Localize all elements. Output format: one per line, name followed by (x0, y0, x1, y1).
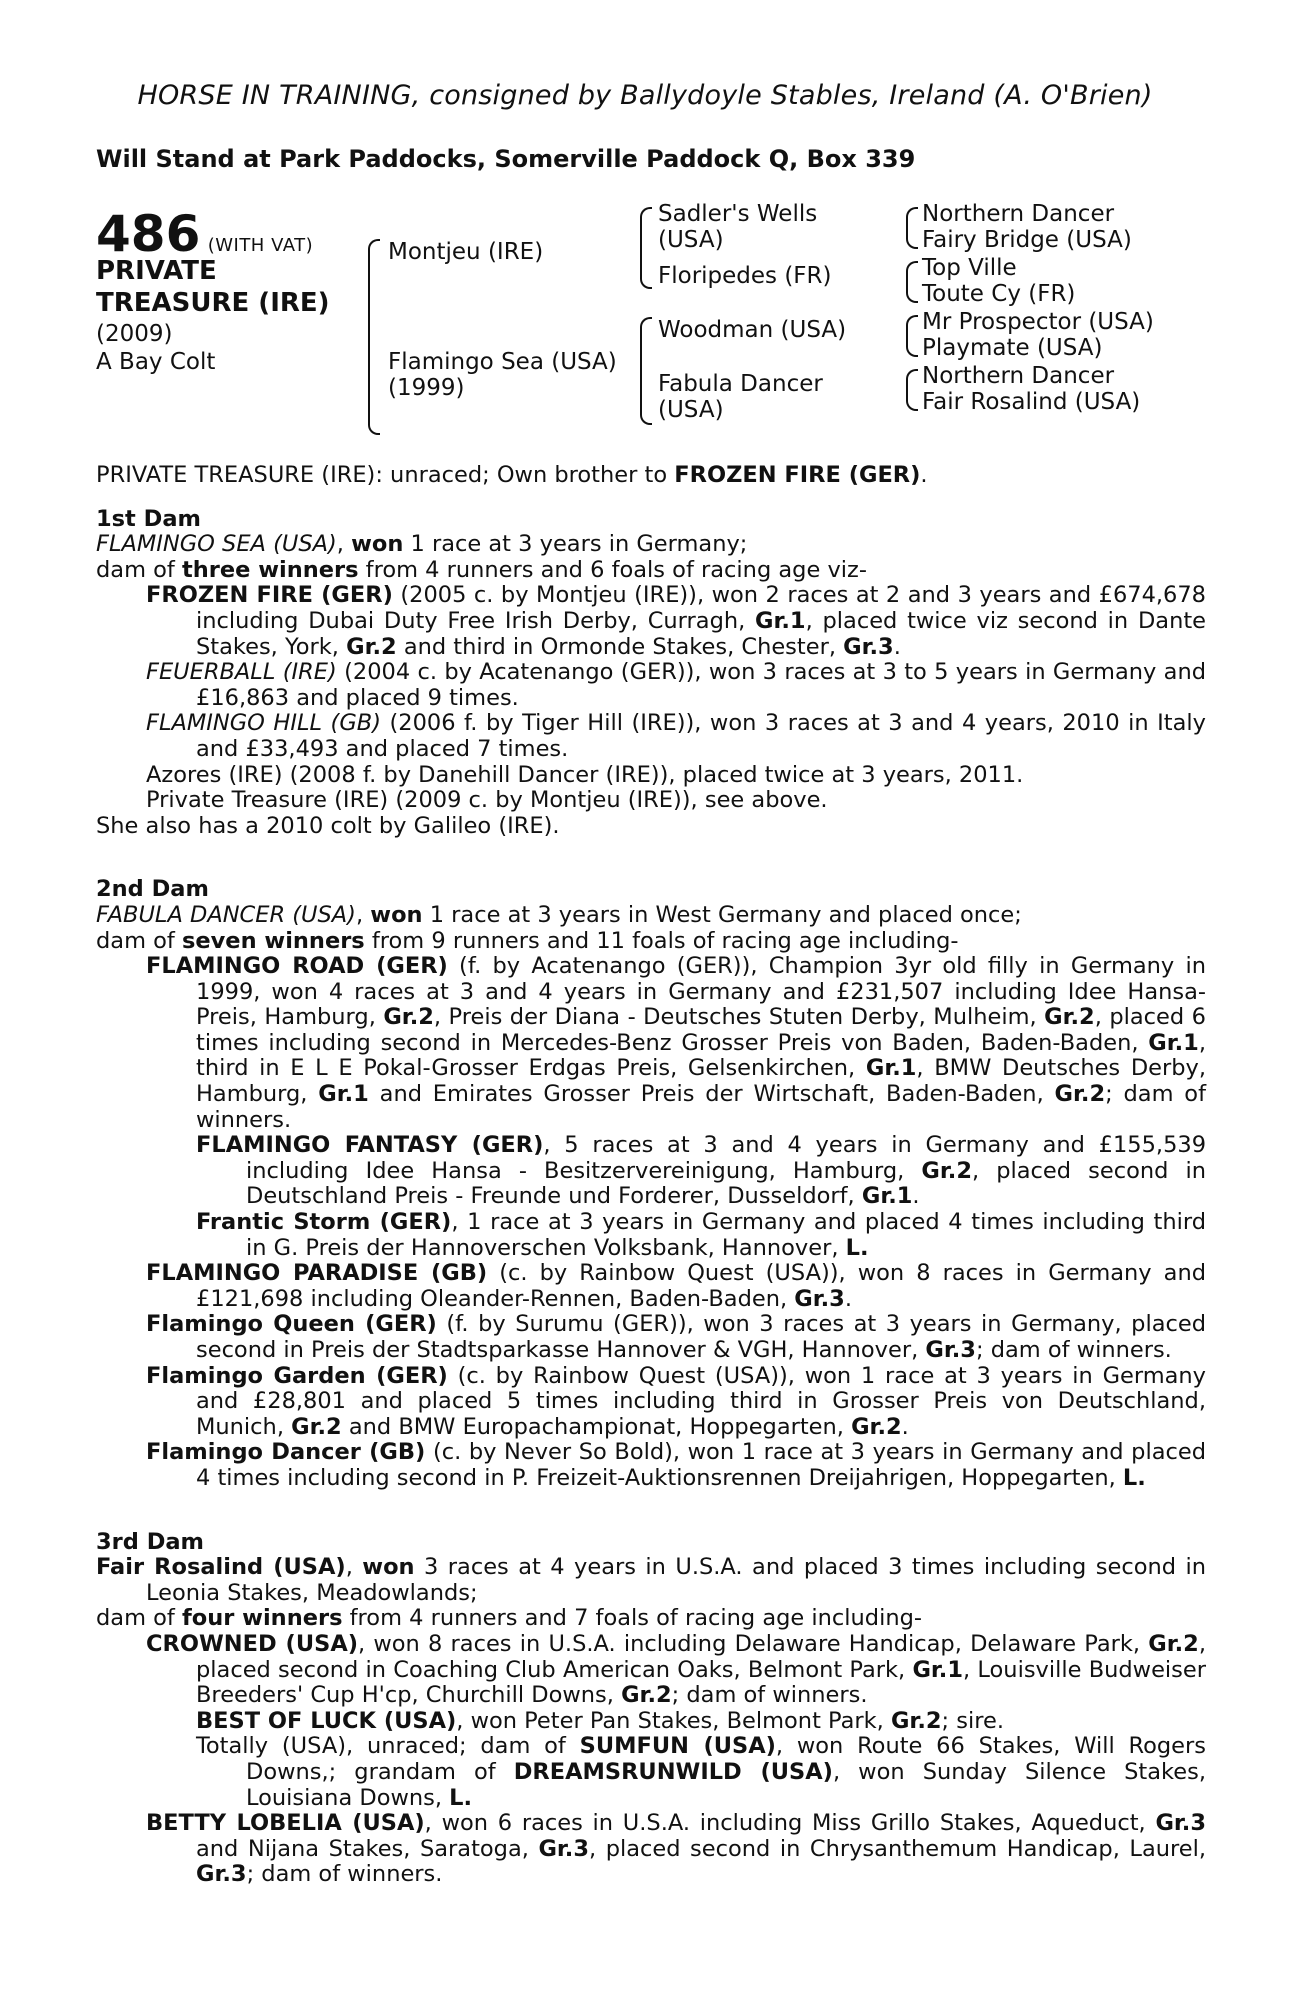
entry-text: . (844, 1285, 852, 1312)
sire-dam-sire: Top Ville (922, 255, 1017, 281)
sire-dam-dam: Toute Cy (FR) (922, 281, 1076, 307)
entry-text: from 4 runners and 6 foals of racing age viz- (358, 556, 867, 583)
entry-text: FLAMINGO SEA (USA) (96, 531, 337, 558)
entry-text: FEUERBALL (IRE) (146, 659, 337, 686)
entry-text: ; dam of winners. (196, 1081, 1206, 1133)
entry-text: won (370, 901, 423, 928)
entry-text: , (345, 1554, 363, 1581)
entry-text: Frantic Storm (GER) (196, 1209, 452, 1236)
bracket-g3-1 (906, 207, 918, 249)
entry-text: Flamingo Queen (GER) (146, 1311, 437, 1338)
sire-sire-dam: Fairy Bridge (USA) (922, 227, 1132, 253)
bracket-g3-4 (906, 369, 918, 411)
entry-text: (c. by Rainbow Quest (USA)), won 8 races in Germany and £121,698 including Oleander-Rennen, Baden-Baden, (196, 1260, 1207, 1312)
summary-end: . (920, 462, 928, 488)
entry-text: Gr.3 (196, 1861, 247, 1888)
progeny-entry (96, 1555, 1206, 1606)
pedigree-block (96, 201, 1206, 441)
entry-text: Gr.3 (843, 633, 894, 660)
progeny-entry (96, 660, 1206, 711)
entry-text: (2004 c. by Acatenango (GER)), won 3 races at 3 to 5 years in Germany and £16,863 and placed 9 times. (196, 659, 1206, 711)
dam-section (96, 877, 1206, 1491)
progeny-entry (96, 532, 1206, 558)
entry-text: Flamingo Dancer (GB) (146, 1439, 426, 1466)
progeny-entry (96, 1261, 1206, 1312)
dam-section (96, 1530, 1206, 1888)
sire-line-bracket (640, 207, 652, 289)
entry-text: FLAMINGO FANTASY (GER) (196, 1132, 544, 1159)
entry-text: (f. by Surumu (GER)), won 3 races at 3 years in Germany, placed second in Preis der Stadtsparkasse Hannover & VGH, Hannover, (196, 1311, 1206, 1363)
progeny-entry (96, 1734, 1206, 1811)
lot-number: 486 (96, 205, 201, 263)
dam-year: (1999) (388, 375, 465, 401)
sire-sire-sire: Northern Dancer (922, 201, 1115, 227)
entry-text: L. (449, 1784, 473, 1811)
entry-text: . (912, 1183, 920, 1210)
entry-text: ; dam of winners. (975, 1337, 1172, 1363)
entry-text: 1 race at 3 years in Germany; (403, 531, 748, 558)
consignor-header: HORSE IN TRAINING, consigned by Ballydoyle Stables, Ireland (A. O'Brien) (137, 80, 1153, 111)
entry-text: from 4 runners and 7 foals of racing age including- (342, 1605, 922, 1632)
entry-text: , won 8 races in U.S.A. including Delaware Handicap, Delaware Park, (358, 1630, 1149, 1657)
entry-text: , (355, 901, 371, 928)
sire-dam: Floripedes (FR) (658, 263, 832, 289)
entry-text: (2005 c. by Montjeu (IRE)), won 2 races at 2 and 3 years and £674,678 including Dubai Duty Free Irish Derby, Curragh, (196, 582, 1206, 634)
entry-text: Flamingo Garden (GER) (146, 1362, 448, 1389)
entry-text: and Nijana Stakes, Saratoga, (196, 1835, 539, 1862)
entry-text: Fair Rosalind (USA) (96, 1554, 346, 1581)
entry-text: Gr.3 (1155, 1810, 1206, 1837)
entry-text: , placed twice viz second in Dante Stakes, York, (196, 607, 1206, 660)
entry-text: dam of (96, 927, 182, 954)
progeny-entry (96, 1440, 1206, 1491)
dam-dam: Fabula Dancer (658, 371, 823, 397)
entry-text: FLAMINGO PARADISE (GB) (146, 1260, 488, 1287)
entry-text: SUMFUN (USA) (579, 1733, 776, 1760)
entry-text: Gr.2 (1148, 1630, 1199, 1657)
entry-text: She also has a 2010 colt by Galileo (IRE). (96, 812, 560, 839)
race-summary (96, 463, 1206, 489)
dam-sire: Woodman (USA) (658, 317, 847, 343)
entry-text: Gr.3 (538, 1835, 589, 1862)
bracket-g3-3 (906, 315, 918, 357)
entry-text: (c. by Never So Bold), won 1 race at 3 years in Germany and placed 4 times including second in P. Freizeit-Auktionsrennen Dreijahrigen, Hoppegarten, (196, 1439, 1207, 1491)
horse-description: A Bay Colt (96, 349, 216, 375)
sire-sire-country: (USA) (658, 227, 724, 253)
entry-text: FROZEN FIRE (GER) (146, 582, 393, 609)
catalogue-page (96, 80, 1206, 1888)
lot-number-line (96, 205, 314, 263)
entry-text: BEST OF LUCK (USA) (196, 1707, 457, 1734)
bracket-g3-2 (906, 261, 918, 303)
entry-text: seven winners (181, 927, 365, 954)
vat-label: (WITH VAT) (207, 235, 314, 256)
entry-text: FABULA DANCER (USA) (96, 901, 356, 928)
dam: Flamingo Sea (USA) (388, 349, 617, 375)
progeny-entry (96, 814, 1206, 840)
entry-text: , placed second in Chrysanthemum Handicap, Laurel, (589, 1835, 1206, 1862)
entry-text: won (362, 1554, 415, 1581)
progeny-entry (96, 711, 1206, 762)
entry-text: Gr.1 (1148, 1029, 1199, 1056)
entry-text: (2006 f. by Tiger Hill (IRE)), won 3 races at 3 and 4 years, 2010 in Italy and £33,493 and placed 7 times. (196, 710, 1206, 762)
entry-text: CROWNED (USA) (146, 1630, 359, 1657)
entry-text: dam of (96, 556, 182, 583)
entry-text: three winners (181, 556, 359, 583)
entry-text: DREAMSRUNWILD (USA) (513, 1758, 833, 1785)
entry-text: Gr.1 (755, 607, 806, 634)
dam-sections (96, 507, 1206, 1888)
dam-dam-country: (USA) (658, 397, 724, 423)
progeny-entry (96, 954, 1206, 1133)
entry-text: FLAMINGO ROAD (GER) (146, 953, 448, 980)
entry-text: , (336, 531, 352, 558)
dam-section (96, 507, 1206, 840)
entry-text: Gr.1 (912, 1656, 964, 1683)
entry-text: . (901, 1413, 909, 1440)
entry-text: , third in E L E Pokal-Grosser Erdgas Preis, Gelsenkirchen, (196, 1029, 1206, 1082)
entry-text: BETTY LOBELIA (USA) (146, 1810, 425, 1837)
dam-heading: 3rd Dam (96, 1528, 204, 1555)
entry-text: Gr.3 (925, 1337, 976, 1363)
entry-text: won (351, 531, 404, 558)
entry-text: , 1 race at 3 years in Germany and placed 4 times including third in G. Preis der Hannoverschen Volksbank, Hannover, (246, 1209, 1206, 1261)
entry-text: Gr.2 (291, 1413, 342, 1440)
entry-text: (f. by Acatenango (GER)), Champion 3yr old filly in Germany in 1999, won 4 races at 3 and 4 years in Germany and £231,507 including Idee Hansa-Preis, Hamburg, (196, 953, 1206, 1031)
progeny-entry (96, 558, 1206, 584)
progeny-entry (96, 1364, 1206, 1441)
entry-text: , Preis der Diana - Deutsches Stuten Derby, Mulheim, (433, 1004, 1045, 1031)
dam-sire-sire: Mr Prospector (USA) (922, 309, 1154, 335)
progeny-entry (96, 903, 1206, 929)
entry-text: , won Sunday Silence Stakes, Louisiana Downs, (246, 1758, 1206, 1811)
summary-brother: FROZEN FIRE (GER) (674, 462, 921, 488)
entry-text: Gr.2 (383, 1004, 434, 1031)
sire: Montjeu (IRE) (388, 239, 544, 265)
progeny-entry (96, 1709, 1206, 1735)
progeny-entry (96, 1133, 1206, 1210)
progeny-entry (96, 763, 1206, 789)
progeny-entry (96, 1606, 1206, 1632)
entry-text: , placed second in Coaching Club American Oaks, Belmont Park, (196, 1630, 1206, 1683)
entry-text: , 5 races at 3 and 4 years in Germany and £155,539 including Idee Hansa - Besitzervereinigung, Hamburg, (246, 1132, 1207, 1184)
entry-text: Azores (IRE) (2008 f. by Danehill Dancer (IRE)), placed twice at 3 years, 2011. (146, 761, 1024, 788)
entry-text: and BMW Europachampionat, Hoppegarten, (341, 1413, 852, 1440)
entry-text: Gr.2 (1044, 1004, 1095, 1031)
entry-text: Gr.2 (1054, 1081, 1106, 1108)
progeny-entry (96, 1312, 1206, 1363)
entry-text: , placed 6 times including second in Mercedes-Benz Grosser Preis von Baden, Baden-Baden, (196, 1004, 1206, 1056)
progeny-entry (96, 1632, 1206, 1709)
entry-text: L. (1122, 1464, 1146, 1491)
progeny-entry (96, 788, 1206, 814)
progeny-entry (96, 929, 1206, 955)
entry-text: Gr.3 (794, 1285, 845, 1312)
progeny-entry (96, 1210, 1206, 1261)
dam-dam-dam: Fair Rosalind (USA) (922, 389, 1141, 415)
generation1-bracket (368, 239, 380, 435)
entry-text: ; sire. (941, 1707, 1004, 1734)
horse-name-line1: PRIVATE (96, 256, 217, 286)
dam-heading: 2nd Dam (96, 876, 209, 903)
entry-text: , Louisville Budweiser Breeders' Cup H'cp, Churchill Downs, (196, 1656, 1206, 1709)
entry-text: Gr.2 (851, 1413, 902, 1440)
foaling-year: (2009) (96, 321, 173, 347)
entry-text: and third in Ormonde Stakes, Chester, (396, 633, 844, 660)
dam-dam-sire: Northern Dancer (922, 363, 1115, 389)
entry-text: and Emirates Grosser Preis der Wirtschaft, Baden-Baden, (368, 1081, 1055, 1108)
entry-text: Gr.2 (346, 633, 397, 660)
entry-text: Totally (USA), unraced; dam of (196, 1733, 580, 1760)
entry-text: Gr.2 (890, 1707, 942, 1734)
dam-line-bracket (640, 317, 652, 425)
entry-text: , BMW Deutsches Derby, Hamburg, (196, 1055, 1206, 1108)
entry-text: dam of (96, 1605, 182, 1632)
horse-name-line2: TREASURE (IRE) (96, 288, 330, 318)
entry-text: , won 6 races in U.S.A. including Miss Grillo Stakes, Aqueduct, (424, 1810, 1156, 1837)
dam-sire-dam: Playmate (USA) (922, 335, 1103, 361)
entry-text: , placed second in Deutschland Preis - Freunde und Forderer, Dusseldorf, (246, 1157, 1206, 1210)
entry-text: Gr.1 (865, 1055, 917, 1082)
summary-text: PRIVATE TREASURE (IRE): unraced; Own brother to (96, 462, 675, 488)
entry-text: Gr.1 (318, 1081, 369, 1108)
progeny-entry (96, 1811, 1206, 1888)
entry-text: , won Peter Pan Stakes, Belmont Park, (456, 1707, 891, 1734)
entry-text: four winners (181, 1605, 343, 1632)
dam-heading: 1st Dam (96, 505, 201, 532)
entry-text: (c. by Rainbow Quest (USA)), won 1 race at 3 years in Germany and £28,801 and placed 5 times including third in Grosser Preis von Deutschland, Munich, (196, 1362, 1206, 1440)
entry-text: L. (845, 1234, 869, 1261)
entry-text: . (893, 633, 901, 660)
entry-text: ; dam of winners. (671, 1682, 868, 1709)
entry-text: FLAMINGO HILL (GB) (146, 710, 381, 737)
entry-text: Gr.1 (861, 1183, 913, 1210)
entry-text: 1 race at 3 years in West Germany and placed once; (422, 901, 1022, 928)
entry-text: Gr.2 (621, 1682, 672, 1709)
sire-sire: Sadler's Wells (658, 201, 818, 227)
entry-text: , won Route 66 Stakes, Will Rogers Downs,; grandam of (246, 1733, 1206, 1785)
entry-text: Gr.2 (921, 1157, 972, 1184)
entry-text: ; dam of winners. (246, 1861, 443, 1888)
entry-text: from 9 runners and 11 foals of racing age including- (364, 927, 959, 954)
entry-text: Private Treasure (IRE) (2009 c. by Montjeu (IRE)), see above. (146, 787, 828, 814)
entry-text: 3 races at 4 years in U.S.A. and placed 3 times including second in Leonia Stakes, Meadowlands; (146, 1554, 1206, 1606)
stable-location: Will Stand at Park Paddocks, Somerville Paddock Q, Box 339 (96, 145, 916, 173)
progeny-entry (96, 583, 1206, 660)
